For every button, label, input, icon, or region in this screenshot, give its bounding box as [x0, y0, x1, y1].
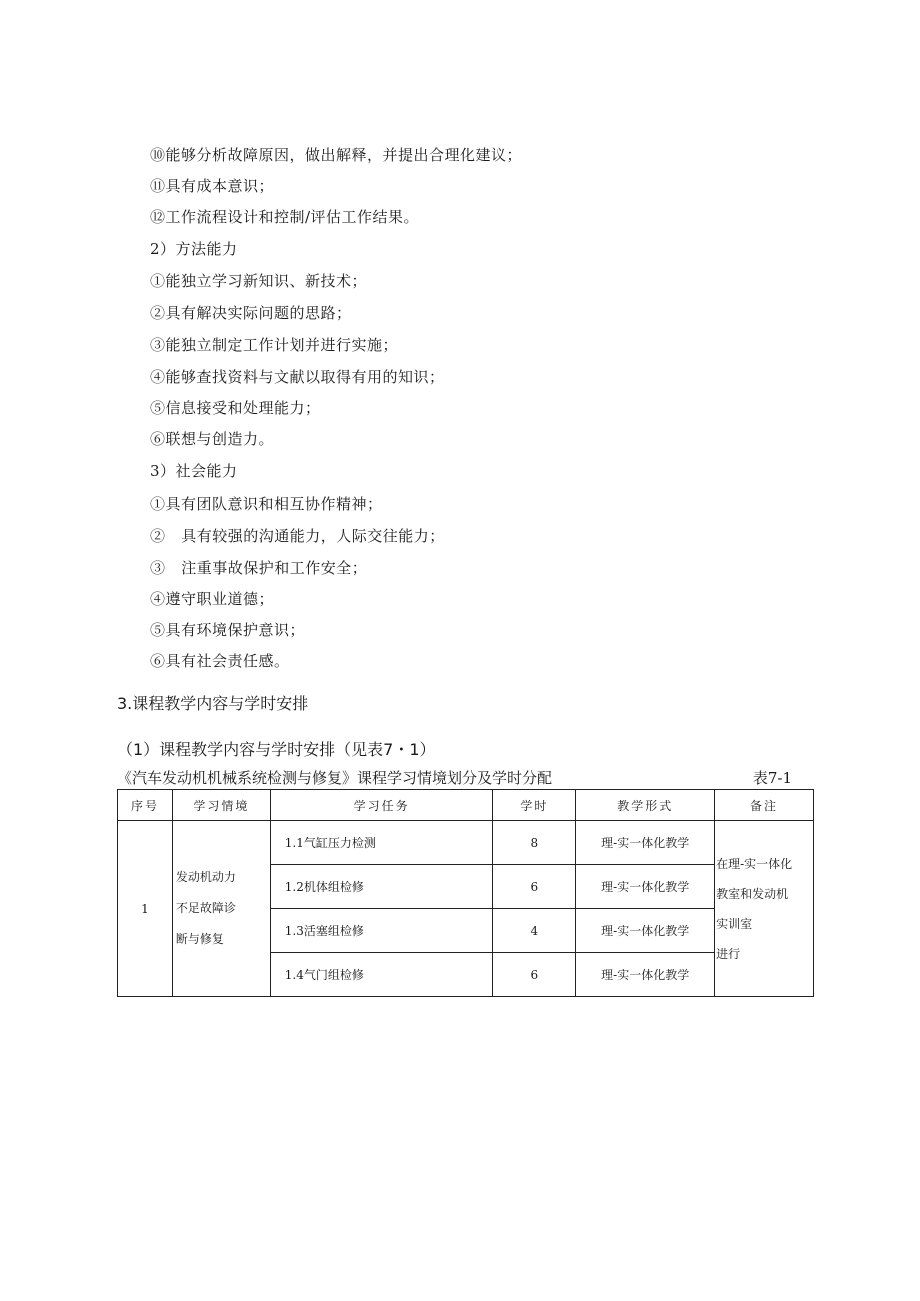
- list-item: ⑩能够分析故障原因，做出解释，并提出合理化建议；: [150, 146, 523, 164]
- header-hours: 学时: [493, 790, 576, 821]
- situation-line: 发动机动力: [175, 870, 236, 884]
- situation-cell: [172, 821, 270, 997]
- subheading-method-ability: 2）方法能力: [150, 240, 238, 258]
- section-heading: 3.课程教学内容与学时安排: [117, 694, 309, 713]
- task-cell: 1.2机体组检修: [270, 865, 493, 909]
- list-item: ⑤具有环境保护意识；: [150, 621, 306, 639]
- header-note: 备注: [715, 790, 814, 821]
- situation-line: 断与修复: [175, 932, 224, 946]
- situation-line: 不足故障诊: [175, 901, 236, 915]
- header-situation: 学习情境: [172, 790, 270, 821]
- list-item: ③ 注重事故保护和工作安全；: [150, 559, 368, 577]
- list-item: ②具有解决实际问题的思路；: [150, 304, 352, 322]
- note-line: 实训室: [716, 916, 753, 931]
- table-caption: [117, 767, 792, 789]
- list-item: ⑤信息接受和处理能力；: [150, 399, 321, 417]
- list-item: ⑥具有社会责任感。: [150, 652, 290, 670]
- hours-cell: 6: [493, 865, 576, 909]
- hours-cell: 4: [493, 909, 576, 953]
- header-form: 教学形式: [576, 790, 715, 821]
- note-line: 进行: [716, 946, 741, 961]
- hours-cell: 8: [493, 821, 576, 865]
- course-table: [117, 789, 814, 997]
- list-item: ⑪具有成本意识；: [150, 177, 275, 195]
- list-item: ④遵守职业道德；: [150, 590, 275, 608]
- task-cell: 1.4气门组检修: [270, 953, 493, 997]
- note-line: 教室和发动机: [716, 886, 789, 901]
- task-cell: 1.1气缸压力检测: [270, 821, 493, 865]
- subsection-heading: （1）课程教学内容与学时安排（见表7・1）: [117, 740, 436, 759]
- list-item: ⑫工作流程设计和控制/评估工作结果。: [150, 208, 420, 226]
- seq-cell: 1: [118, 821, 173, 997]
- task-cell: 1.3活塞组检修: [270, 909, 493, 953]
- table-header-row: [118, 790, 814, 821]
- header-seq: 序号: [118, 790, 173, 821]
- list-item: ② 具有较强的沟通能力，人际交往能力；: [150, 527, 445, 545]
- list-item: ④能够查找资料与文献以取得有用的知识；: [150, 368, 445, 386]
- table-number: 表7-1: [752, 769, 792, 787]
- hours-cell: 6: [493, 953, 576, 997]
- header-task: 学习任务: [270, 790, 493, 821]
- table-row: [118, 821, 814, 865]
- list-item: ③能独立制定工作计划并进行实施；: [150, 336, 399, 354]
- list-item: ①能独立学习新知识、新技术；: [150, 272, 368, 290]
- list-item: ⑥联想与创造力。: [150, 430, 275, 448]
- table-caption-title: 《汽车发动机机械系统检测与修复》课程学习情境划分及学时分配: [117, 769, 553, 787]
- form-cell: 理-实一体化教学: [576, 909, 715, 953]
- subheading-social-ability: 3）社会能力: [150, 462, 238, 480]
- note-cell: [715, 821, 814, 997]
- form-cell: 理-实一体化教学: [576, 821, 715, 865]
- form-cell: 理-实一体化教学: [576, 865, 715, 909]
- list-item: ①具有团队意识和相互协作精神；: [150, 495, 383, 513]
- form-cell: 理-实一体化教学: [576, 953, 715, 997]
- note-line: 在理-实一体化: [716, 856, 793, 871]
